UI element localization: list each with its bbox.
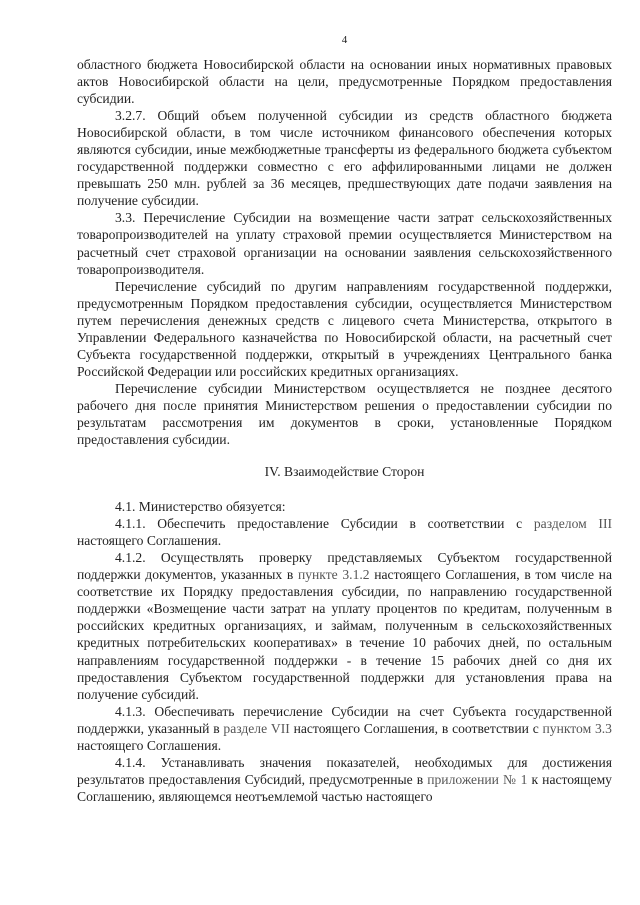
paragraph-text: 4.1.4. Устанавливать значения показателей, необходимых для достижения результатов предоставления Субсидий, предусмотренные в: [77, 754, 612, 787]
paragraph-text: 4.1.1. Обеспечить предоставление Субсидии в соответствии с: [115, 516, 534, 532]
paragraph-transfer-deadline: Перечисление субсидии Министерством осуществляется не позднее десятого рабочего дня после принятия Министерством решения о предоставлении субсидии по результатам рассмотрения им документов в сроки, установленные Порядком предоставления субсидии.: [77, 380, 612, 448]
paragraph-transfer-other: Перечисление субсидий по другим направлениям государственной поддержки, предусмотренным Порядком предоставления субсидии, осуществляется Министерством путем перечисления денежных средств с лицевого счета Министерства, открытого в Управлении Федерального казначейства по Новосибирской области, на расчетный счет Субъекта государственной поддержки, открытый в учреждениях Центрального банка Российской Федерации или российских кредитных организациях.: [77, 278, 612, 379]
section-7-link[interactable]: разделе VII: [223, 720, 290, 736]
paragraph-4-1-2: [77, 549, 612, 702]
paragraph-4-1: 4.1. Министерство обязуется:: [115, 499, 286, 515]
paragraph-4-1-3: [77, 703, 612, 754]
paragraph-text: к настоящему Соглашению, являющемся неотъемлемой частью настоящего: [77, 771, 612, 804]
clause-3-1-2-link[interactable]: пункте 3.1.2: [297, 567, 370, 583]
document-body: [77, 56, 612, 805]
appendix-1-link[interactable]: приложении № 1: [427, 771, 528, 787]
paragraph-4-1-4: [77, 754, 612, 805]
paragraph-text: настоящего Соглашения.: [77, 533, 222, 549]
paragraph-text: 4.1.3. Обеспечивать перечисление Субсидии на счет Субъекта государственной поддержки, указанный в: [77, 703, 612, 736]
paragraph-text: настоящего Соглашения, в том числе на соответствие их Порядку предоставления субсидии, по направлению государственной поддержки «Возмещение части затрат на уплату процентов по кредитам, полученным в российских кредитных организациях, и займам, полученным в сельскохозяйственных кредитных потребительских кооперативах» в течение 10 рабочих дней, по остальным направлениям государственной поддержки - в течение 15 рабочих дней со дня их предоставления Субъектом государственной поддержки для установления права на получение субсидий.: [77, 567, 612, 702]
paragraph-4-1-1: [77, 515, 612, 549]
section-heading: IV. Взаимодействие Сторон: [264, 464, 425, 480]
paragraph-text: настоящего Соглашения, в соответствии с: [289, 720, 543, 736]
section-3-link[interactable]: разделом III: [533, 516, 612, 532]
paragraph-3-2-7: 3.2.7. Общий объем полученной субсидии из средств областного бюджета Новосибирской области, в том числе источником финансового обеспечения которых являются субсидии, иные межбюджетные трансферты из федерального бюджета субъектом государственной поддержки совместно с его аффилированными лицами не должен превышать 250 млн. рублей за 36 месяцев, предшествующих дате подачи заявления на получение субсидии.: [77, 108, 612, 209]
page-number: 4: [341, 34, 348, 46]
clause-3-3-link[interactable]: пунктом 3.3: [542, 720, 612, 736]
paragraph-text: настоящего Соглашения.: [77, 737, 222, 753]
paragraph-3-3: 3.3. Перечисление Субсидии на возмещение части затрат сельскохозяйственных товаропроизводителей на уплату страховой премии осуществляется Министерством на расчетный счет страховой организации на основании заявления сельскохозяйственного товаропроизводителя.: [77, 210, 612, 277]
paragraph-text: 4.1.2. Осуществлять проверку представляемых Субъектом государственной поддержки документов, указанных в: [77, 550, 612, 583]
paragraph-continuation: областного бюджета Новосибирской области на основании иных нормативных правовых актов Новосибирской области на цели, предусмотренные Порядком предоставления субсидии.: [77, 57, 612, 107]
